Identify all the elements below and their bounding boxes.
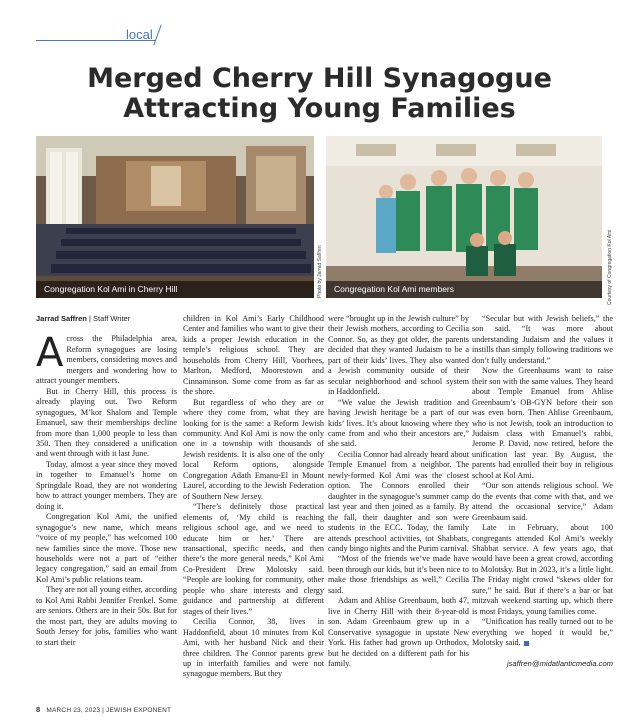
byline-role: Staff Writer bbox=[92, 314, 131, 323]
paragraph: “Secular but with Jewish beliefs,” the son said. “It was more about understanding Judaism and the values it instills than simply following traditions we don’t fully understand.” bbox=[472, 314, 613, 365]
article-column-4 bbox=[472, 314, 613, 669]
paragraph: But regardless of who they are or where they come from, what they are looking for is the same: a Reform Jewish community. And Kol Ami is now the only one in a township with thousands of Jewish residents. It is also one of the only local Reform options, alongside Congregation Adath Emanu-El in Mount Laurel, according to the Jewish Federation of Southern New Jersey. bbox=[183, 397, 324, 501]
issue-date: MARCH 23, 2023 bbox=[46, 707, 101, 714]
photo-credit-sanctuary: Photo by Jarrad Saffren bbox=[317, 245, 323, 298]
paragraph: Today, almost a year since they moved in together to Emanuel’s home on Springdale Road, they are not wondering how to attract younger members. They are doing it. bbox=[36, 459, 177, 511]
paragraph: “We value the Jewish tradition and having Jewish heritage be a part of our kids’ lives. It’s about knowing where they came from and who their ancestors are,” she said. bbox=[328, 397, 469, 449]
headline-line-1: Merged Cherry Hill Synagogue bbox=[87, 63, 552, 94]
byline-name: Jarrad Saffren bbox=[36, 314, 87, 323]
page-number: 8 bbox=[36, 705, 41, 714]
author-email[interactable]: jsaffren@midatlanticmedia.com bbox=[506, 658, 613, 668]
paragraph: Across the Philadelphia area, Reform synagogues are losing members, considering moves and mergers and wondering how to attract younger members. bbox=[36, 330, 177, 386]
paragraph: Cecilia Connor had already heard about Temple Emanuel from a neighbor. The newly-formed Kol Ami was the closest option. The Connors enrolled their daughter in the synagogue’s summer camp last year and then joined as a family. By the fall, their daughter and son were students in the ECC. Today, the family attends preschool activities, tot Shabbats, candy bingo nights and the Purim carnival. bbox=[328, 449, 469, 553]
article-column-2 bbox=[183, 314, 324, 680]
paragraph: Congregation Kol Ami, the unified synagogue’s new name, which means “voice of my people,” has welcomed 100 new families since the move. Those new households were not a part of “either legacy congregation,” said an email from Kol Ami’s public relations team. bbox=[36, 512, 177, 584]
photo-caption-sanctuary: Congregation Kol Ami in Cherry Hill bbox=[36, 281, 314, 298]
paragraph: Late in February, about 100 congregants attended Kol Ami’s weekly Shabbat service. A few years ago, that would have been a great crowd, according to Molotsky. But in 2023, it’s a little light. The Friday night crowd “skews older for sure,” he said. But if there’s a bar or bat mitzvah weekend starting up, which there is most Fridays, young families come. bbox=[472, 523, 613, 616]
paragraph: were “brought up in the Jewish culture” by their Jewish mothers, according to Cecilia Connor. So, as they got older, the parents decided that they wanted Judaism to be a part of their kids’ lives. They also wanted a Jewish community outside of their secular neighborhood and school system in Haddonfield. bbox=[328, 314, 469, 397]
photo-credit-members: Courtesy of Congregation Kol Ami bbox=[607, 229, 613, 305]
paragraph: “Unification has really turned out to be everything we hoped it would be,” Molotsky said. bbox=[472, 617, 613, 648]
paragraph: “Most of the friends we’ve made have been through our kids, but it’s been nice to make those friendships as well,” Cecilia said. bbox=[328, 554, 469, 595]
article-column-1 bbox=[36, 314, 177, 648]
paragraph: They are not all young either, according to Kol Ami Rabbi Jennifer Frenkel. Some are seniors. Others are in their 50s. But for the most part, they are adults moving to South Jersey for jobs, families who want to start their bbox=[36, 585, 177, 647]
paragraph: “There’s definitely those practical elements of, ‘My child is reaching religious school age, and we need to educate him or her.’ There are transactional, specific needs, and then there’s the more general needs,” Kol Ami Co-President Drew Molotsky said. “People are looking for community, other people who share interests and clergy guidance and partnership at different stages of their lives.” bbox=[183, 502, 324, 616]
byline: Jarrad Saffren | Staff Writer bbox=[36, 314, 131, 323]
section-slash bbox=[153, 24, 161, 45]
paragraph: Cecilia Connor, 38, lives in Haddonfield, about 10 minutes from Kol Ami, with her husband Nick and their three children. The Connor parents grew up in interfaith families and were not synagogue members. But they bbox=[183, 617, 324, 679]
sanctuary-image bbox=[36, 136, 314, 298]
article-column-3 bbox=[328, 314, 469, 669]
section-label: local bbox=[126, 27, 153, 42]
page-footer: 8 MARCH 23, 2023 | JEWISH EXPONENT bbox=[36, 705, 172, 714]
drop-cap: A bbox=[36, 330, 64, 377]
section-tag bbox=[0, 26, 639, 46]
paragraph: children in Kol Ami’s Early Childhood Center and families who want to give their kids a proper Jewish education in the temple’s religious school. They are households from Cherry Hill, Voorhees, Marlton, Medford, Moorestown and Cinnaminson. Some come from as far as the shore. bbox=[183, 314, 324, 397]
paragraph: Adam and Ahlise Greenbaum, both 47, live in Cherry Hill with their 8-year-old son. Adam Greenbaum grew up in a Conservative synagogue in upstate New York. His father had grown up Orthodox, but he decided on a different path for his family. bbox=[328, 596, 469, 668]
headline-line-2: Attracting Young Families bbox=[123, 93, 516, 124]
photo-members bbox=[326, 136, 602, 298]
end-mark-icon bbox=[524, 641, 529, 646]
photo-sanctuary bbox=[36, 136, 314, 298]
members-image bbox=[326, 136, 602, 298]
paragraph: But in Cherry Hill, this process is already playing out. Two Reform synagogues, M’kor Shalom and Temple Emanuel, saw their memberships decline from more than 1,000 people to less than 350. Then they considered a unification and went through with it last June. bbox=[36, 386, 177, 459]
paragraph: Now the Greenbaums want to raise their son with the same values. They heard about Temple Emanuel from Ahlise Greenbaum’s OB-GYN before their son was even born. Then Ahlise Greenbaum, who is not Jewish, took an introduction to Judaism class with Emanuel’s rabbi, Jerome P. David, now retired, before the unification last year. By August, the parents had enrolled their boy in religious school at Kol Ami. bbox=[472, 366, 613, 480]
photo-caption-members: Congregation Kol Ami members bbox=[326, 281, 602, 298]
publication-name: JEWISH EXPONENT bbox=[106, 707, 172, 714]
paragraph: “Our son attends religious school. We do the events that come with that, and we attend the occasional service,” Adam Greenbaum said. bbox=[472, 481, 613, 522]
headline bbox=[0, 64, 639, 124]
